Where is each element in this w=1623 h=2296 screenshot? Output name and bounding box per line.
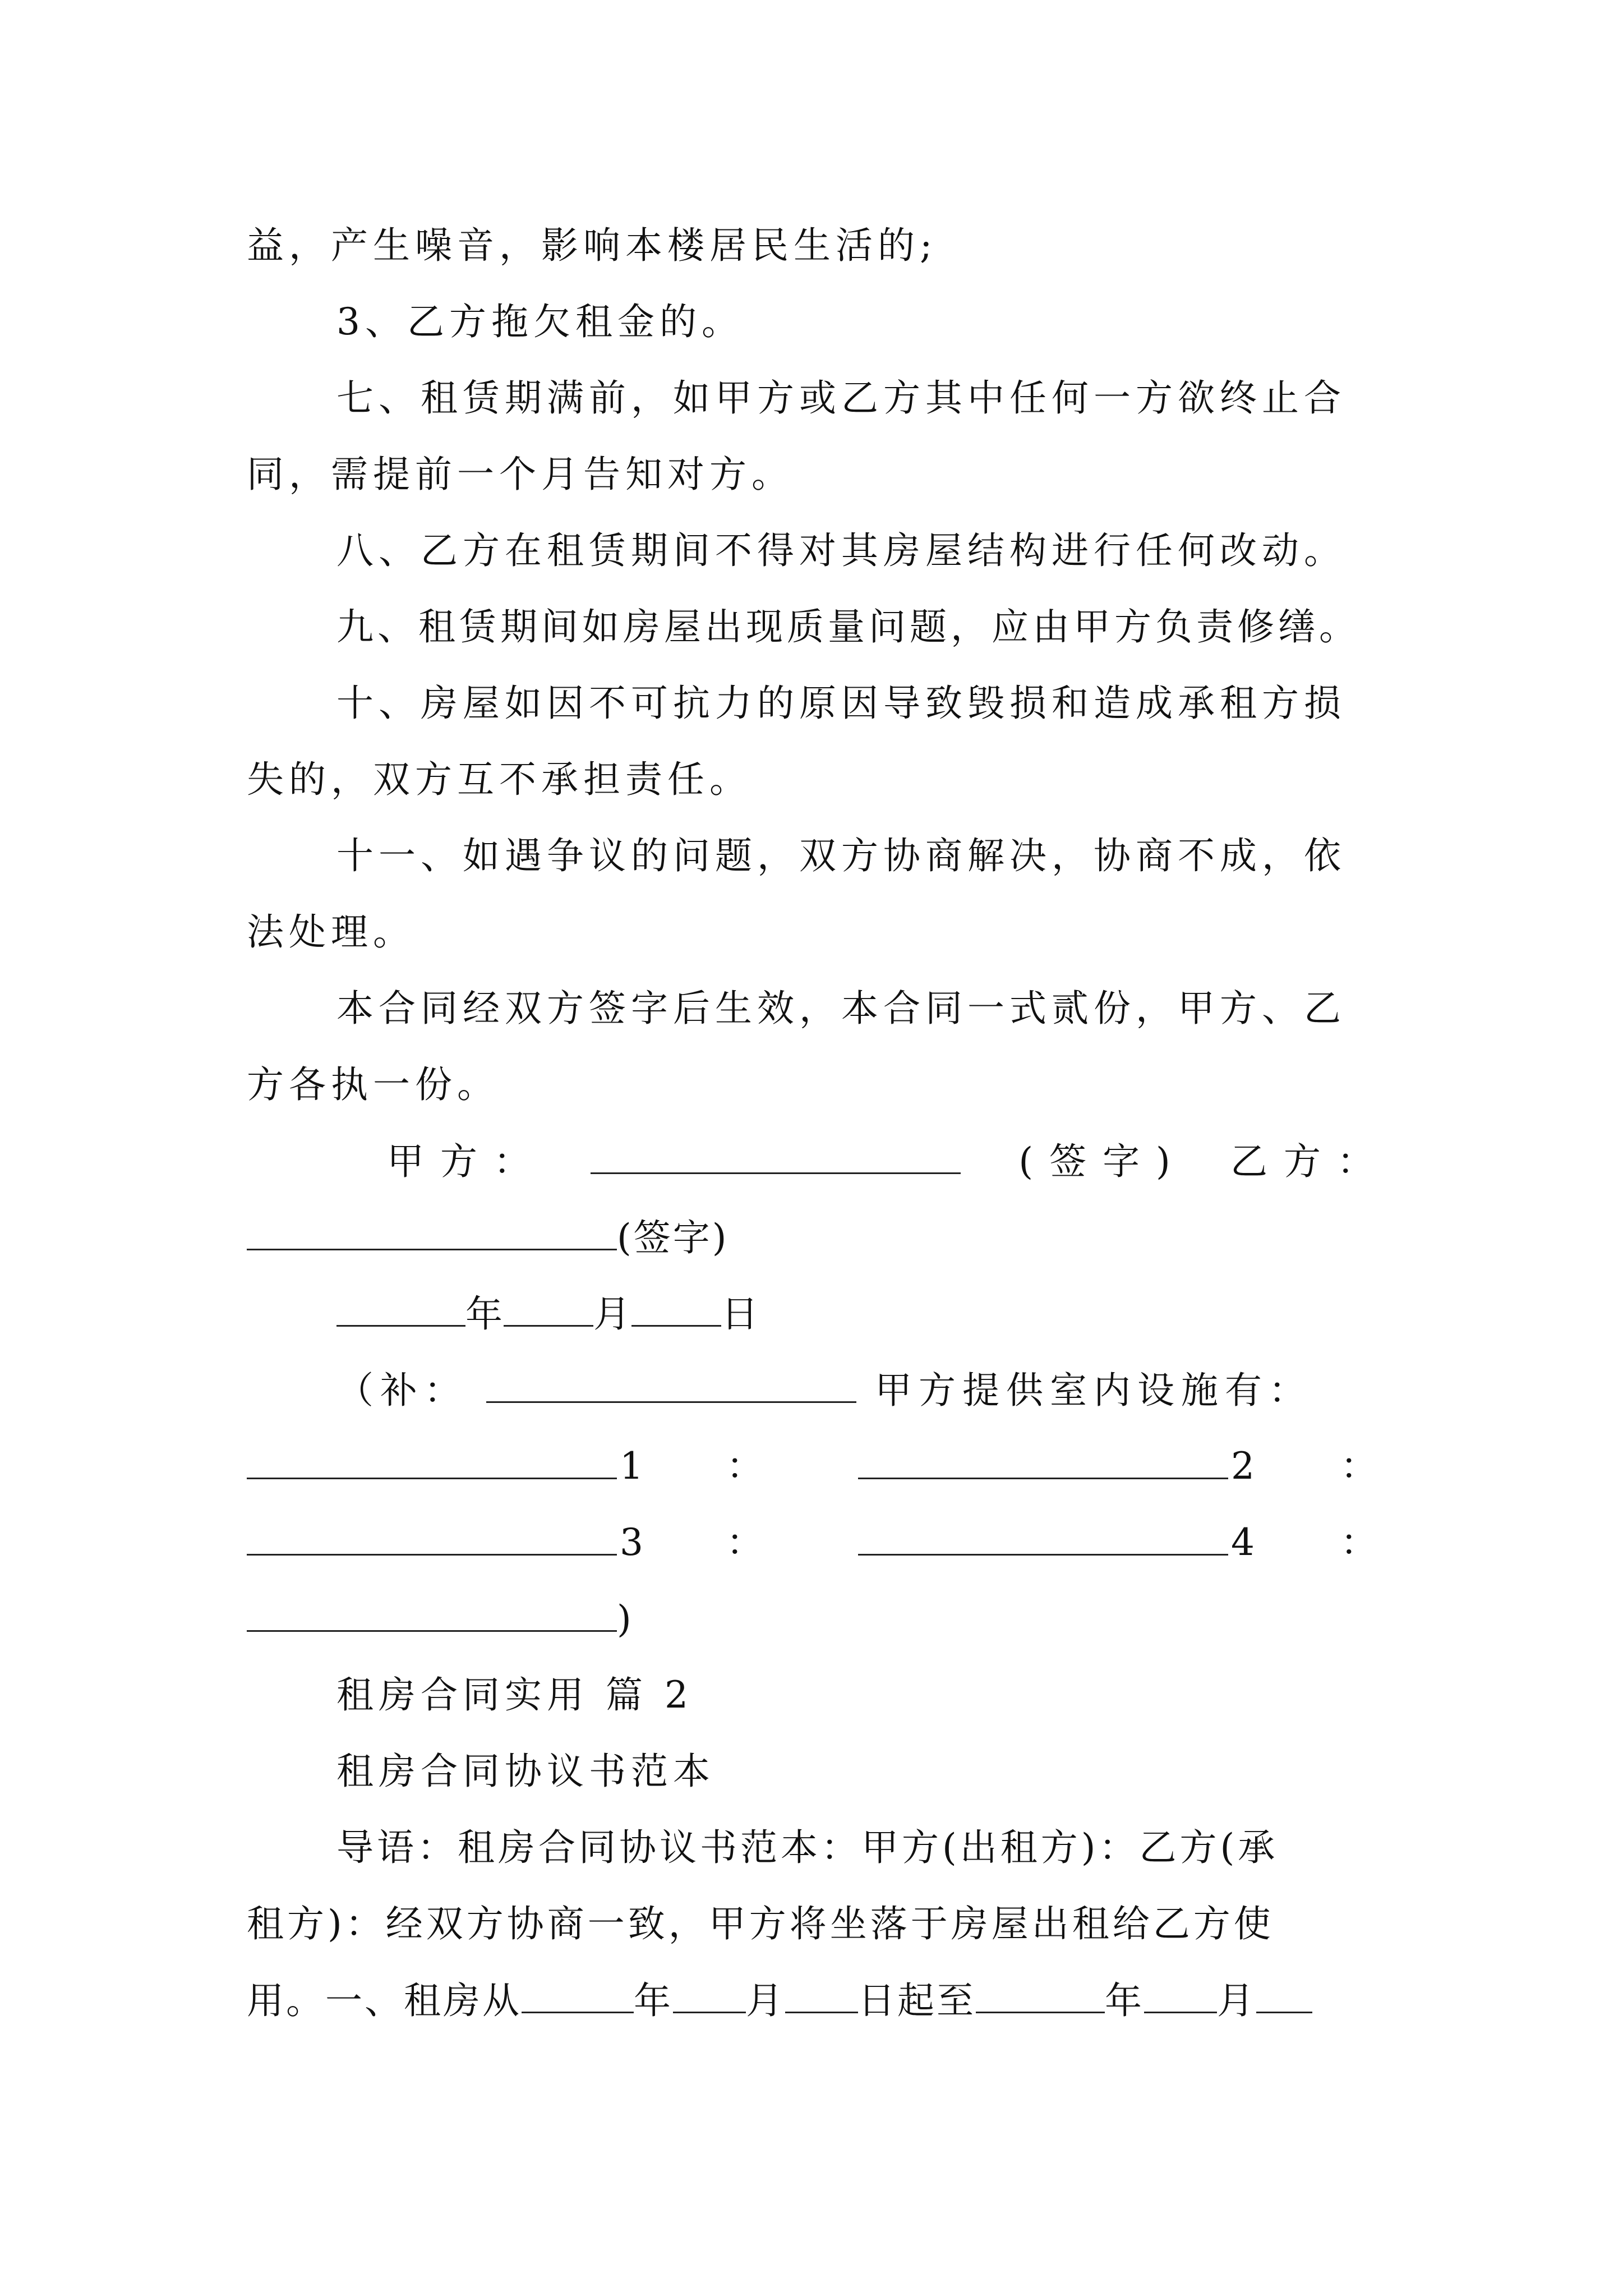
supplement-text: 甲方提供室内设施有： xyxy=(874,1369,1312,1412)
party-b-label: 乙 方 ： xyxy=(1230,1140,1376,1183)
facility-colon: ： xyxy=(1340,1521,1377,1564)
month-blank[interactable] xyxy=(504,1291,593,1327)
section-heading: 租房合同实用 篇 2 xyxy=(336,1673,693,1717)
facility-colon: ： xyxy=(726,1521,763,1564)
month-label: 月 xyxy=(593,1292,631,1336)
end-month-blank[interactable] xyxy=(1144,1978,1217,2013)
text-line: 八、乙方在租赁期间不得对其房屋结构进行任何改动。 xyxy=(336,529,1346,572)
facility-number-4: 4 xyxy=(1231,1521,1255,1564)
facility-blank-0[interactable] xyxy=(247,1444,617,1479)
facility-colon: ： xyxy=(1340,1444,1377,1488)
end-year-blank[interactable] xyxy=(976,1978,1105,2013)
text-line: 十、房屋如因不可抗力的原因导致毁损和造成承租方损 xyxy=(336,682,1346,725)
end-day-blank[interactable] xyxy=(1256,1978,1312,2013)
text-line: 3、乙方拖欠租金的。 xyxy=(336,300,744,343)
date-row xyxy=(336,1291,1376,1337)
party-a-label: 甲 方 ： xyxy=(387,1140,533,1183)
text-line: 失的，双方互不承担责任。 xyxy=(247,758,751,801)
signature-row xyxy=(387,1139,1376,1184)
section-subtitle: 租房合同协议书范本 xyxy=(336,1750,715,1793)
facility-blank-3[interactable] xyxy=(858,1520,1228,1556)
facility-row-3 xyxy=(247,1596,1376,1642)
sign-a-label: ( 签 字 ) xyxy=(1018,1140,1173,1183)
supplement-close: ) xyxy=(617,1598,631,1641)
sign-b-label: (签字) xyxy=(617,1216,729,1259)
supplement-blank[interactable] xyxy=(486,1368,856,1403)
text-line: 九、租赁期间如房屋出现质量问题，应由甲方负责修缮。 xyxy=(336,605,1360,648)
supplement-row xyxy=(336,1368,1376,1413)
lease-term-label: 用。一、租房从 xyxy=(247,1979,522,2022)
year-label: 年 xyxy=(465,1292,504,1336)
day-blank[interactable] xyxy=(631,1291,721,1327)
text-line: 七、租赁期满前，如甲方或乙方其中任何一方欲终止合 xyxy=(336,376,1346,420)
text-line: 同，需提前一个月告知对方。 xyxy=(247,453,794,496)
text-line: 法处理。 xyxy=(247,910,415,954)
text-line: 租方)：经双方协商一致，甲方将坐落于房屋出租给乙方使 xyxy=(247,1902,1274,1945)
facility-blank-4[interactable] xyxy=(247,1596,617,1632)
start-day-blank[interactable] xyxy=(785,1978,858,2013)
signature-blank-b[interactable] xyxy=(247,1215,617,1250)
supplement-open: （补： xyxy=(336,1369,468,1412)
start-year-label: 年 xyxy=(634,1979,673,2022)
lease-term-row xyxy=(247,1978,1376,2023)
text-line: 导语：租房合同协议书范本：甲方(出租方)：乙方(承 xyxy=(336,1826,1279,1869)
signature-blank-a[interactable] xyxy=(591,1139,961,1174)
facility-colon: ： xyxy=(726,1444,763,1488)
text-line: 十一、如遇争议的问题，双方协商解决，协商不成，依 xyxy=(336,834,1346,877)
start-month-label: 月 xyxy=(746,1979,785,2022)
day-label: 日 xyxy=(721,1292,759,1336)
facility-number-1: 1 xyxy=(620,1444,643,1488)
start-day-label: 日起至 xyxy=(858,1979,976,2022)
text-line: 益，产生噪音，影响本楼居民生活的; xyxy=(247,224,938,267)
end-month-label: 月 xyxy=(1217,1979,1256,2022)
end-year-label: 年 xyxy=(1105,1979,1144,2022)
start-month-blank[interactable] xyxy=(673,1978,746,2013)
facility-blank-1[interactable] xyxy=(858,1444,1228,1479)
facility-number-2: 2 xyxy=(1231,1444,1255,1488)
facility-blank-2[interactable] xyxy=(247,1520,617,1556)
text-line: 本合同经双方签字后生效，本合同一式贰份，甲方、乙 xyxy=(336,987,1346,1030)
start-year-blank[interactable] xyxy=(522,1978,634,2013)
year-blank[interactable] xyxy=(336,1291,465,1327)
signature-row-2 xyxy=(247,1215,1376,1260)
facility-number-3: 3 xyxy=(620,1521,643,1564)
text-line: 方各执一份。 xyxy=(247,1063,499,1106)
